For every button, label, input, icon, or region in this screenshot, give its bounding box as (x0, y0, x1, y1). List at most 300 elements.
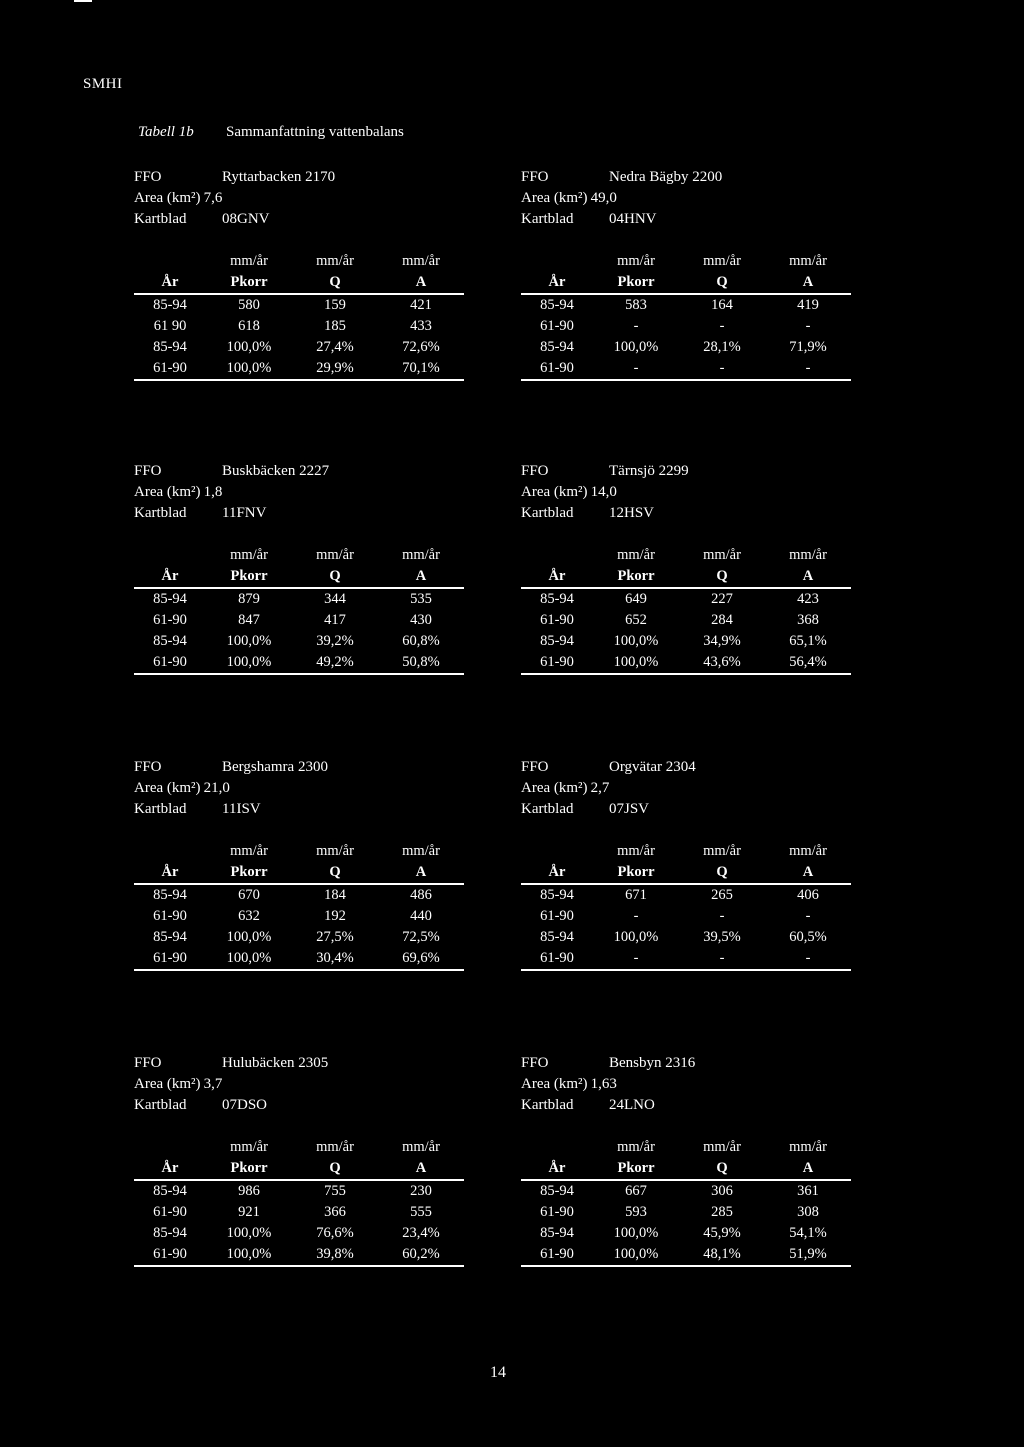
col-q: Q (679, 272, 765, 294)
ffo-label: FFO (134, 169, 162, 185)
water-balance-table (521, 841, 851, 971)
station-area-line (134, 1074, 464, 1095)
table-cell: 85-94 (153, 887, 187, 903)
unit-header: mm/år (703, 547, 741, 563)
area-label: Area (km²) (134, 780, 201, 796)
area-label: Area (km²) (521, 1076, 588, 1092)
col-a: A (765, 566, 851, 588)
table-row (134, 631, 464, 652)
station-name: Nedra Bägby 2200 (609, 169, 723, 185)
table-cell: 583 (625, 297, 647, 313)
table-cell: 39,2% (316, 633, 354, 649)
col-a: A (378, 566, 464, 588)
table-cell: 85-94 (540, 887, 574, 903)
station-ffo-line (134, 1053, 464, 1074)
table-cell: 61-90 (521, 652, 593, 674)
org-name: SMHI (83, 76, 123, 92)
table-cell: 100,0% (226, 339, 272, 355)
table-cell: 54,1% (789, 1225, 827, 1241)
table-cell: 486 (410, 887, 432, 903)
table-cell: 649 (625, 591, 647, 607)
station-ffo-line (521, 1053, 851, 1074)
col-pkorr: Pkorr (206, 566, 292, 588)
table-cell: - (633, 908, 639, 924)
table-cell: 71,9% (789, 339, 827, 355)
station-kartblad-line (521, 503, 851, 524)
kartblad-label: Kartblad (134, 1097, 187, 1113)
col-a: A (765, 272, 851, 294)
ffo-label: FFO (134, 759, 162, 775)
station-name: Tärnsjö 2299 (609, 463, 689, 479)
area-label: Area (km²) (134, 190, 201, 206)
table-cell: 184 (324, 887, 346, 903)
table-cell: 61-90 (153, 1204, 187, 1220)
unit-header: mm/år (316, 547, 354, 563)
table-cell: 100,0% (613, 633, 659, 649)
station-name: Orgvätar 2304 (609, 759, 696, 775)
table-cell: - (719, 908, 725, 924)
table-cell: 50,8% (378, 652, 464, 674)
col-q: Q (292, 862, 378, 884)
table-cell: 847 (238, 612, 260, 628)
table-row (134, 1180, 464, 1202)
column-header-row (521, 272, 851, 294)
col-pkorr: Pkorr (593, 1158, 679, 1180)
unit-header: mm/år (617, 253, 655, 269)
table-cell: - (765, 358, 851, 380)
table-cell: 580 (238, 297, 260, 313)
column-header-row (521, 862, 851, 884)
station-ffo-line (134, 167, 464, 188)
table-cell: - (719, 318, 725, 334)
table-cell: 72,6% (402, 339, 440, 355)
table-cell: 361 (797, 1183, 819, 1199)
table-cell: 61-90 (521, 358, 593, 380)
table-cell: 85-94 (153, 1183, 187, 1199)
water-balance-table (134, 251, 464, 381)
station-ffo-line (134, 461, 464, 482)
table-row (521, 906, 851, 927)
table-cell: - (805, 908, 811, 924)
table-row (134, 652, 464, 674)
station-kartblad: 07DSO (222, 1097, 268, 1113)
station-area: 7,6 (203, 190, 223, 206)
ffo-label: FFO (521, 169, 549, 185)
units-row (521, 1137, 851, 1158)
unit-header: mm/år (617, 547, 655, 563)
station-kartblad: 11FNV (222, 505, 267, 521)
unit-header: mm/år (789, 547, 827, 563)
table-cell: 417 (324, 612, 346, 628)
table-cell: 61 90 (153, 318, 187, 334)
col-q: Q (679, 862, 765, 884)
unit-header: mm/år (789, 253, 827, 269)
table-cell: 85-94 (153, 297, 187, 313)
table-cell: 921 (238, 1204, 260, 1220)
station-area-line (521, 1074, 851, 1095)
unit-header: mm/år (402, 547, 440, 563)
table-cell: 61-90 (540, 318, 574, 334)
table-cell: 652 (625, 612, 647, 628)
table-row (521, 1244, 851, 1266)
table-cell: 667 (625, 1183, 647, 1199)
table-cell: 51,9% (765, 1244, 851, 1266)
unit-header: mm/år (789, 1139, 827, 1155)
unit-header: mm/år (402, 843, 440, 859)
col-year: År (134, 862, 206, 884)
unit-header: mm/år (230, 843, 268, 859)
table-cell: 27,5% (316, 929, 354, 945)
area-label: Area (km²) (134, 1076, 201, 1092)
station-ffo-line (134, 757, 464, 778)
col-a: A (378, 1158, 464, 1180)
table-row (134, 588, 464, 610)
station-name: Buskbäcken 2227 (222, 463, 330, 479)
station-area: 49,0 (590, 190, 617, 206)
table-row (521, 337, 851, 358)
table-cell: 344 (324, 591, 346, 607)
table-cell: 555 (410, 1204, 432, 1220)
page-number: 14 (490, 1364, 506, 1381)
table-cell: 48,1% (679, 1244, 765, 1266)
table-cell: 85-94 (540, 591, 574, 607)
table-cell: 23,4% (402, 1225, 440, 1241)
table-cell: 100,0% (226, 929, 272, 945)
table-cell: 419 (797, 297, 819, 313)
col-pkorr: Pkorr (206, 1158, 292, 1180)
table-cell: 27,4% (316, 339, 354, 355)
ffo-label: FFO (521, 1055, 549, 1071)
table-row (521, 316, 851, 337)
unit-header: mm/år (703, 253, 741, 269)
table-row (521, 948, 851, 970)
table-cell: 70,1% (378, 358, 464, 380)
table-cell: 85-94 (540, 297, 574, 313)
table-cell: 39,5% (703, 929, 741, 945)
table-cell: 100,0% (206, 652, 292, 674)
unit-header: mm/år (316, 843, 354, 859)
col-pkorr: Pkorr (593, 566, 679, 588)
area-label: Area (km²) (521, 484, 588, 500)
table-cell: 61-90 (153, 612, 187, 628)
col-year: År (134, 272, 206, 294)
table-cell: 421 (410, 297, 432, 313)
station-kartblad-line (134, 503, 464, 524)
table-cell: 49,2% (292, 652, 378, 674)
col-year: År (521, 862, 593, 884)
col-year: År (521, 566, 593, 588)
table-cell: 100,0% (613, 929, 659, 945)
station-block (521, 461, 851, 675)
station-block (134, 461, 464, 675)
water-balance-table (521, 1137, 851, 1267)
column-header-row (134, 272, 464, 294)
table-cell: 60,2% (378, 1244, 464, 1266)
table-cell: 29,9% (292, 358, 378, 380)
station-kartblad-line (521, 799, 851, 820)
table-cell: 85-94 (540, 929, 574, 945)
water-balance-table (134, 545, 464, 675)
table-cell: 230 (410, 1183, 432, 1199)
units-row (134, 251, 464, 272)
table-cell: 61-90 (540, 1204, 574, 1220)
table-cell: 285 (711, 1204, 733, 1220)
station-block (521, 757, 851, 971)
table-row (521, 631, 851, 652)
table-cell: 69,6% (378, 948, 464, 970)
station-area: 1,63 (590, 1076, 617, 1092)
unit-header: mm/år (316, 1139, 354, 1155)
column-header-row (134, 1158, 464, 1180)
table-cell: 85-94 (153, 633, 187, 649)
station-area-line (134, 188, 464, 209)
station-kartblad: 12HSV (609, 505, 655, 521)
table-cell: 56,4% (765, 652, 851, 674)
unit-header: mm/år (617, 1139, 655, 1155)
table-cell: 60,5% (789, 929, 827, 945)
kartblad-label: Kartblad (134, 505, 187, 521)
table-row (521, 610, 851, 631)
area-label: Area (km²) (134, 484, 201, 500)
table-cell: 85-94 (540, 633, 574, 649)
table-cell: 61-90 (134, 652, 206, 674)
station-area-line (134, 778, 464, 799)
table-heading (138, 124, 404, 141)
area-label: Area (km²) (521, 190, 588, 206)
table-cell: 100,0% (226, 1225, 272, 1241)
kartblad-label: Kartblad (521, 801, 574, 817)
table-number: Tabell 1b (138, 124, 194, 140)
kartblad-label: Kartblad (521, 505, 574, 521)
unit-header: mm/år (703, 843, 741, 859)
table-cell: 430 (410, 612, 432, 628)
col-q: Q (679, 566, 765, 588)
ffo-label: FFO (521, 759, 549, 775)
station-area: 14,0 (590, 484, 617, 500)
table-cell: 159 (324, 297, 346, 313)
table-row (521, 358, 851, 380)
table-cell: 85-94 (153, 929, 187, 945)
unit-header: mm/år (316, 253, 354, 269)
area-label: Area (km²) (521, 780, 588, 796)
table-row (134, 884, 464, 906)
water-balance-table (134, 1137, 464, 1267)
unit-header: mm/år (230, 1139, 268, 1155)
table-cell: 366 (324, 1204, 346, 1220)
units-row (134, 545, 464, 566)
table-cell: 61-90 (540, 612, 574, 628)
table-row (134, 927, 464, 948)
table-cell: 618 (238, 318, 260, 334)
kartblad-label: Kartblad (521, 1097, 574, 1113)
station-kartblad: 04HNV (609, 211, 657, 227)
station-kartblad-line (521, 1095, 851, 1116)
table-cell: 368 (797, 612, 819, 628)
ffo-label: FFO (134, 1055, 162, 1071)
col-a: A (765, 1158, 851, 1180)
table-cell: 308 (797, 1204, 819, 1220)
unit-header: mm/år (789, 843, 827, 859)
ffo-label: FFO (521, 463, 549, 479)
col-year: År (134, 566, 206, 588)
table-row (521, 652, 851, 674)
table-row (134, 1223, 464, 1244)
col-pkorr: Pkorr (206, 272, 292, 294)
table-cell: 30,4% (292, 948, 378, 970)
table-row (521, 1223, 851, 1244)
table-cell: 72,5% (402, 929, 440, 945)
table-cell: 100,0% (593, 1244, 679, 1266)
table-cell: 100,0% (206, 1244, 292, 1266)
table-cell: 43,6% (679, 652, 765, 674)
table-row (134, 316, 464, 337)
table-cell: 100,0% (226, 633, 272, 649)
table-cell: 85-94 (540, 1225, 574, 1241)
table-row (134, 358, 464, 380)
table-cell: 879 (238, 591, 260, 607)
station-name: Ryttarbacken 2170 (222, 169, 336, 185)
table-cell: 306 (711, 1183, 733, 1199)
kartblad-label: Kartblad (134, 801, 187, 817)
station-area: 1,8 (203, 484, 223, 500)
station-area-line (521, 778, 851, 799)
station-block (521, 167, 851, 381)
table-cell: 185 (324, 318, 346, 334)
column-header-row (134, 566, 464, 588)
units-row (521, 841, 851, 862)
table-cell: 535 (410, 591, 432, 607)
station-area: 2,7 (590, 780, 610, 796)
table-cell: 85-94 (540, 339, 574, 355)
units-row (134, 1137, 464, 1158)
table-cell: 593 (625, 1204, 647, 1220)
water-balance-table (521, 251, 851, 381)
col-q: Q (292, 1158, 378, 1180)
table-cell: 406 (797, 887, 819, 903)
table-row (521, 1180, 851, 1202)
station-area-line (521, 482, 851, 503)
table-cell: 61-90 (134, 358, 206, 380)
station-area-line (521, 188, 851, 209)
table-cell: 45,9% (703, 1225, 741, 1241)
column-header-row (521, 566, 851, 588)
station-kartblad: 11ISV (222, 801, 261, 817)
table-cell: 423 (797, 591, 819, 607)
table-cell: 284 (711, 612, 733, 628)
table-cell: 65,1% (789, 633, 827, 649)
table-cell: - (765, 948, 851, 970)
table-cell: 60,8% (402, 633, 440, 649)
table-row (521, 1202, 851, 1223)
station-block (134, 167, 464, 381)
col-year: År (521, 272, 593, 294)
column-header-row (134, 862, 464, 884)
table-cell: 28,1% (703, 339, 741, 355)
table-cell: 265 (711, 887, 733, 903)
station-block (134, 757, 464, 971)
table-cell: 61-90 (134, 948, 206, 970)
col-q: Q (292, 566, 378, 588)
units-row (521, 251, 851, 272)
table-cell: 85-94 (153, 339, 187, 355)
col-pkorr: Pkorr (593, 862, 679, 884)
col-a: A (378, 272, 464, 294)
table-cell: 85-94 (540, 1183, 574, 1199)
table-cell: 100,0% (206, 358, 292, 380)
table-cell: 61-90 (153, 908, 187, 924)
table-row (134, 1202, 464, 1223)
station-area-line (134, 482, 464, 503)
water-balance-table (521, 545, 851, 675)
table-cell: 100,0% (593, 652, 679, 674)
ffo-label: FFO (134, 463, 162, 479)
table-cell: 61-90 (521, 1244, 593, 1266)
station-kartblad-line (134, 1095, 464, 1116)
unit-header: mm/år (703, 1139, 741, 1155)
table-cell: 61-90 (521, 948, 593, 970)
unit-header: mm/år (402, 1139, 440, 1155)
table-cell: 433 (410, 318, 432, 334)
table-cell: - (593, 358, 679, 380)
table-cell: 632 (238, 908, 260, 924)
station-kartblad-line (521, 209, 851, 230)
station-area: 21,0 (203, 780, 230, 796)
units-row (134, 841, 464, 862)
table-cell: 164 (711, 297, 733, 313)
table-cell: - (805, 318, 811, 334)
water-balance-table (134, 841, 464, 971)
unit-header: mm/år (402, 253, 440, 269)
table-row (134, 337, 464, 358)
col-q: Q (292, 272, 378, 294)
station-ffo-line (521, 757, 851, 778)
table-cell: 61-90 (134, 1244, 206, 1266)
table-cell: 227 (711, 591, 733, 607)
col-year: År (134, 1158, 206, 1180)
table-row (134, 948, 464, 970)
col-a: A (378, 862, 464, 884)
table-row (521, 884, 851, 906)
station-kartblad: 07JSV (609, 801, 650, 817)
station-block (134, 1053, 464, 1267)
station-kartblad-line (134, 209, 464, 230)
station-name: Bensbyn 2316 (609, 1055, 696, 1071)
table-cell: 76,6% (316, 1225, 354, 1241)
table-cell: 440 (410, 908, 432, 924)
station-name: Bergshamra 2300 (222, 759, 328, 775)
table-cell: - (679, 358, 765, 380)
col-pkorr: Pkorr (593, 272, 679, 294)
unit-header: mm/år (230, 547, 268, 563)
col-a: A (765, 862, 851, 884)
station-kartblad: 08GNV (222, 211, 270, 227)
table-cell: 85-94 (153, 1225, 187, 1241)
table-cell: 100,0% (206, 948, 292, 970)
col-year: År (521, 1158, 593, 1180)
table-row (521, 294, 851, 316)
table-cell: 670 (238, 887, 260, 903)
station-ffo-line (521, 461, 851, 482)
col-q: Q (679, 1158, 765, 1180)
unit-header: mm/år (230, 253, 268, 269)
top-edge-mark (74, 0, 92, 2)
table-row (521, 588, 851, 610)
table-row (521, 927, 851, 948)
table-title: Sammanfattning vattenbalans (226, 124, 404, 140)
table-cell: 85-94 (153, 591, 187, 607)
table-row (134, 610, 464, 631)
table-row (134, 906, 464, 927)
